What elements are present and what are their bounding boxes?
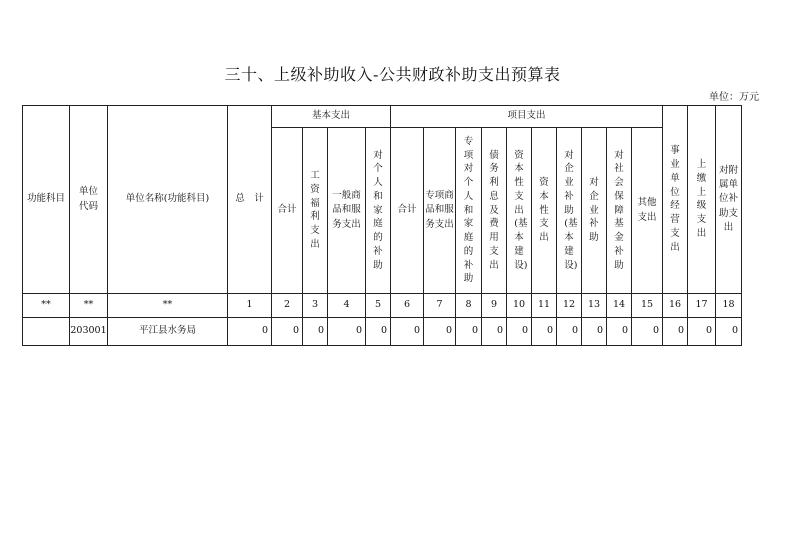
cell-value: 0 — [663, 318, 688, 346]
header-proj-debt: 债务利息及费用支出 — [482, 128, 507, 294]
header-proj-other: 其他支出 — [632, 128, 663, 294]
cell-value: 0 — [228, 318, 272, 346]
cell-value: 0 — [456, 318, 482, 346]
header-proj-ent-build: 对企业补助(基本建设) — [557, 128, 582, 294]
index-cell: 13 — [582, 294, 607, 318]
header-func-subject: 功能科目 — [23, 106, 70, 294]
header-subsidiary: 对附属单位补助支出 — [716, 106, 742, 294]
cell-value: 0 — [328, 318, 366, 346]
header-proj-capital: 资本性支出 — [532, 128, 557, 294]
index-cell: 15 — [632, 294, 663, 318]
cell-value: 0 — [716, 318, 742, 346]
header-proj-ent: 对企业补助 — [582, 128, 607, 294]
header-upper: 上缴上级支出 — [688, 106, 716, 294]
cell-value: 0 — [582, 318, 607, 346]
header-row-groups — [23, 106, 742, 128]
index-cell: 9 — [482, 294, 507, 318]
index-cell: 10 — [507, 294, 532, 318]
index-cell: 8 — [456, 294, 482, 318]
index-cell: 17 — [688, 294, 716, 318]
index-cell: 16 — [663, 294, 688, 318]
index-cell: 12 — [557, 294, 582, 318]
index-cell: 14 — [607, 294, 632, 318]
cell-unit-name: 平江县水务局 — [108, 318, 228, 346]
index-cell: 2 — [272, 294, 303, 318]
header-proj-personal: 专项对个人和家庭的补助 — [456, 128, 482, 294]
cell-value: 0 — [532, 318, 557, 346]
cell-value: 0 — [607, 318, 632, 346]
index-cell: 11 — [532, 294, 557, 318]
index-cell: ** — [108, 294, 228, 318]
header-basic-group: 基本支出 — [272, 106, 391, 128]
header-proj-capital-build: 资本性支出(基本建设) — [507, 128, 532, 294]
cell-value: 0 — [391, 318, 424, 346]
index-cell: 3 — [303, 294, 328, 318]
header-total: 总 计 — [228, 106, 272, 294]
cell-value: 0 — [424, 318, 456, 346]
cell-value: 0 — [366, 318, 391, 346]
header-proj-goods: 专项商品和服务支出 — [424, 128, 456, 294]
cell-value: 0 — [688, 318, 716, 346]
header-basic-goods: 一般商品和服务支出 — [328, 128, 366, 294]
unit-label: 单位：万元 — [709, 92, 759, 103]
cell-value: 0 — [482, 318, 507, 346]
cell-unit-code: 203001 — [70, 318, 108, 346]
header-proj-sum: 合计 — [391, 128, 424, 294]
header-proj-social: 对社会保障基金补助 — [607, 128, 632, 294]
index-cell: 1 — [228, 294, 272, 318]
index-cell: 6 — [391, 294, 424, 318]
index-cell: 7 — [424, 294, 456, 318]
index-cell: 4 — [328, 294, 366, 318]
header-business: 事业单位经营支出 — [663, 106, 688, 294]
table-row — [23, 318, 742, 346]
cell-value: 0 — [507, 318, 532, 346]
page-title: 三十、上级补助收入-公共财政补助支出预算表 — [224, 65, 561, 84]
header-unit-name: 单位名称(功能科目) — [108, 106, 228, 294]
header-unit-code: 单位代码 — [70, 106, 108, 294]
cell-value: 0 — [557, 318, 582, 346]
index-cell: ** — [70, 294, 108, 318]
cell-value: 0 — [632, 318, 663, 346]
cell-func-subject — [23, 318, 70, 346]
index-row — [23, 294, 742, 318]
header-basic-sum: 合计 — [272, 128, 303, 294]
index-cell: 5 — [366, 294, 391, 318]
cell-value: 0 — [303, 318, 328, 346]
cell-value: 0 — [272, 318, 303, 346]
index-cell: ** — [23, 294, 70, 318]
header-project-group: 项目支出 — [391, 106, 663, 128]
header-basic-wage: 工资福利支出 — [303, 128, 328, 294]
header-basic-personal: 对个人和家庭的补助 — [366, 128, 391, 294]
index-cell: 18 — [716, 294, 742, 318]
budget-table — [22, 105, 742, 346]
